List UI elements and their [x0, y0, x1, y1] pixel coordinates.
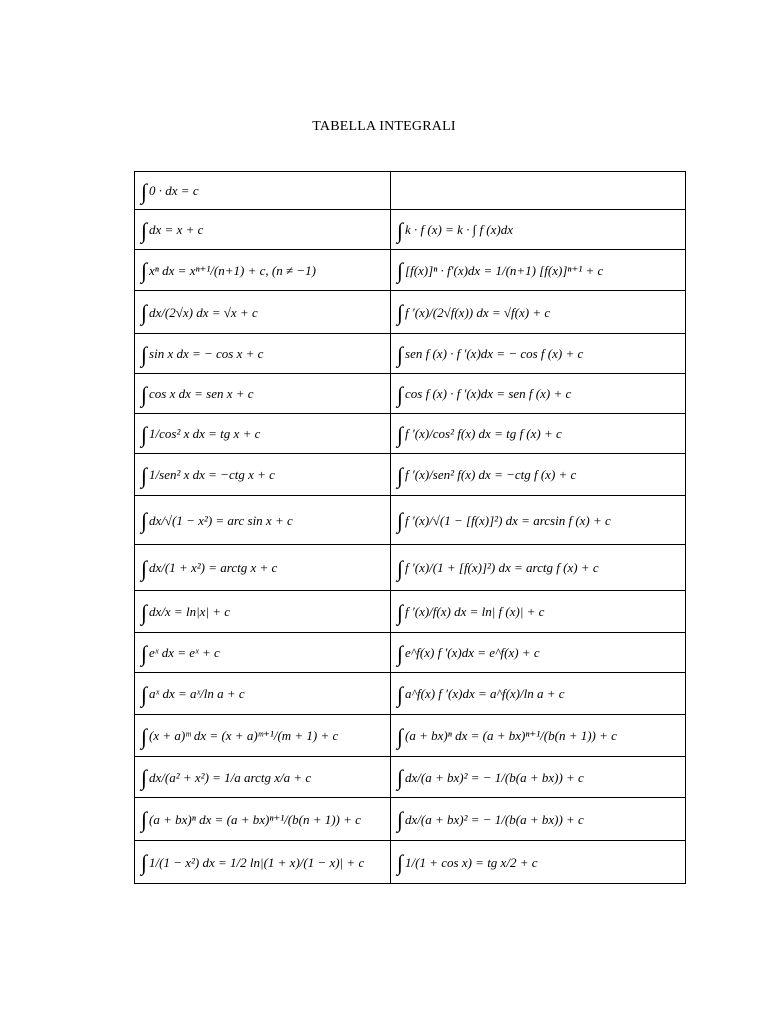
- formula-cell: [391, 172, 686, 210]
- integral-sign-icon: ∫: [141, 723, 148, 749]
- formula-cell: [391, 250, 686, 291]
- formula-cell: [391, 591, 686, 633]
- formula-text: xⁿ dx = xⁿ⁺¹/(n+1) + c, (n ≠ −1): [149, 262, 316, 278]
- integral-sign-icon: ∫: [141, 258, 148, 283]
- formula-text: f ′(x)/√(1 − [f(x)]²) dx = arcsin f (x) + c: [405, 512, 611, 528]
- formula-cell: [135, 250, 391, 291]
- formula-text: 1/(1 − x²) dx = 1/2 ln|(1 + x)/(1 − x)| + c: [149, 854, 365, 870]
- integral-sign-icon: ∫: [397, 217, 404, 243]
- integral-sign-icon: ∫: [397, 421, 404, 447]
- formula-cell: [135, 633, 391, 673]
- formula-text: [f(x)]ⁿ · f′(x)dx = 1/(n+1) [f(x)]ⁿ⁺¹ + c: [405, 262, 604, 278]
- integral-sign-icon: ∫: [141, 555, 148, 581]
- integral-sign-icon: ∫: [141, 462, 148, 488]
- formula-cell: [391, 496, 686, 545]
- formula-text: 1/cos² x dx = tg x + c: [149, 426, 261, 441]
- formula-text: dx/(a + bx)² = − 1/(b(a + bx)) + c: [405, 811, 584, 827]
- formula-cell: [135, 210, 391, 250]
- integral-sign-icon: ∫: [397, 300, 404, 325]
- formula-text: f ′(x)/(2√f(x)) dx = √f(x) + c: [405, 304, 551, 320]
- formula-cell: [391, 334, 686, 374]
- formula-cell: [135, 172, 391, 210]
- formula-text: f ′(x)/(1 + [f(x)]²) dx = arctg f (x) + c: [405, 560, 599, 575]
- integral-sign-icon: ∫: [141, 341, 148, 367]
- formula-cell: [135, 798, 391, 841]
- integral-sign-icon: ∫: [397, 850, 404, 875]
- integral-sign-icon: ∫: [397, 723, 404, 749]
- integral-sign-icon: ∫: [397, 599, 404, 625]
- integral-sign-icon: ∫: [397, 462, 404, 488]
- formula-text: 0 · dx = c: [149, 183, 199, 198]
- integral-sign-icon: ∫: [397, 681, 404, 707]
- integral-sign-icon: ∫: [141, 217, 148, 243]
- table-row: [135, 250, 686, 291]
- formula-text: dx/(2√x) dx = √x + c: [149, 304, 258, 320]
- table-row: [135, 172, 686, 210]
- formula-cell: [391, 454, 686, 496]
- integral-sign-icon: ∫: [141, 508, 148, 533]
- formula-cell: [135, 334, 391, 374]
- formula-text: cos f (x) · f ′(x)dx = sen f (x) + c: [405, 386, 572, 401]
- integral-sign-icon: ∫: [397, 640, 404, 666]
- formula-text: dx/x = ln|x| + c: [149, 604, 231, 619]
- formula-cell: [391, 374, 686, 414]
- formula-cell: [135, 496, 391, 545]
- formula-cell: [391, 633, 686, 673]
- integral-sign-icon: ∫: [141, 421, 148, 447]
- integral-sign-icon: ∫: [141, 178, 148, 204]
- integral-sign-icon: ∫: [141, 765, 148, 790]
- formula-cell: [391, 414, 686, 454]
- table-row: [135, 454, 686, 496]
- formula-cell: [135, 291, 391, 334]
- formula-cell: [135, 545, 391, 591]
- integral-sign-icon: ∫: [141, 640, 148, 666]
- integral-sign-icon: ∫: [397, 258, 404, 283]
- integral-sign-icon: ∫: [397, 555, 404, 581]
- formula-cell: [135, 841, 391, 884]
- table-row: [135, 334, 686, 374]
- integral-sign-icon: ∫: [141, 807, 148, 832]
- table-row: [135, 374, 686, 414]
- table-row: [135, 210, 686, 250]
- formula-cell: [391, 841, 686, 884]
- formula-text: sin x dx = − cos x + c: [149, 346, 264, 361]
- formula-text: a^f(x) f ′(x)dx = a^f(x)/ln a + c: [405, 686, 565, 701]
- formula-cell: [391, 715, 686, 757]
- table-row: [135, 673, 686, 715]
- integral-sign-icon: ∫: [397, 341, 404, 367]
- formula-text: cos x dx = sen x + c: [149, 386, 254, 401]
- table-row: [135, 633, 686, 673]
- formula-cell: [135, 414, 391, 454]
- table-row: [135, 757, 686, 798]
- formula-text: f ′(x)/sen² f(x) dx = −ctg f (x) + c: [405, 467, 577, 482]
- page-title: TABELLA INTEGRALI: [312, 119, 456, 134]
- formula-text: eˣ dx = eˣ + c: [149, 645, 220, 660]
- table-row: [135, 545, 686, 591]
- formula-text: e^f(x) f ′(x)dx = e^f(x) + c: [405, 645, 540, 660]
- formula-text: f ′(x)/f(x) dx = ln| f (x)| + c: [405, 604, 545, 619]
- formula-text: f ′(x)/cos² f(x) dx = tg f (x) + c: [405, 426, 562, 441]
- formula-text: k · f (x) = k · ∫ f (x)dx: [405, 222, 514, 237]
- formula-text: (x + a)ᵐ dx = (x + a)ᵐ⁺¹/(m + 1) + c: [149, 728, 339, 743]
- formula-cell: [135, 374, 391, 414]
- formula-text: dx/(a² + x²) = 1/a arctg x/a + c: [149, 769, 312, 785]
- integral-sign-icon: ∫: [141, 850, 148, 875]
- table-row: [135, 715, 686, 757]
- table-row: [135, 291, 686, 334]
- table-row: [135, 414, 686, 454]
- formula-text: dx/(a + bx)² = − 1/(b(a + bx)) + c: [405, 769, 584, 785]
- formula-cell: [135, 673, 391, 715]
- table-row: [135, 591, 686, 633]
- formula-cell: [135, 591, 391, 633]
- formula-cell: [391, 673, 686, 715]
- integral-sign-icon: ∫: [141, 300, 148, 325]
- formula-cell: [391, 757, 686, 798]
- formula-cell: [391, 545, 686, 591]
- formula-text: dx/√(1 − x²) = arc sin x + c: [149, 512, 293, 528]
- formula-text: sen f (x) · f ′(x)dx = − cos f (x) + c: [405, 346, 584, 361]
- integral-sign-icon: ∫: [141, 599, 148, 625]
- table-row: [135, 798, 686, 841]
- table-row: [135, 841, 686, 884]
- integral-sign-icon: ∫: [141, 381, 148, 407]
- formula-text: aˣ dx = aˣ/ln a + c: [149, 686, 245, 701]
- integral-sign-icon: ∫: [397, 381, 404, 407]
- formula-cell: [135, 715, 391, 757]
- formula-text: dx/(1 + x²) = arctg x + c: [149, 560, 278, 575]
- integral-sign-icon: ∫: [397, 765, 404, 790]
- formula-cell: [135, 757, 391, 798]
- formula-cell: [391, 210, 686, 250]
- integral-sign-icon: ∫: [397, 807, 404, 832]
- formula-cell: [135, 454, 391, 496]
- formula-text: (a + bx)ⁿ dx = (a + bx)ⁿ⁺¹/(b(n + 1)) + c: [405, 728, 617, 743]
- formula-text: dx = x + c: [149, 222, 204, 237]
- formula-text: 1/(1 + cos x) = tg x/2 + c: [405, 854, 538, 870]
- table-row: [135, 496, 686, 545]
- formula-text: 1/sen² x dx = −ctg x + c: [149, 467, 275, 482]
- formula-cell: [391, 291, 686, 334]
- formula-text: (a + bx)ⁿ dx = (a + bx)ⁿ⁺¹/(b(n + 1)) + c: [149, 811, 361, 827]
- integral-sign-icon: ∫: [397, 508, 404, 533]
- integrals-table: [134, 171, 686, 884]
- integral-sign-icon: ∫: [141, 681, 148, 707]
- formula-cell: [391, 798, 686, 841]
